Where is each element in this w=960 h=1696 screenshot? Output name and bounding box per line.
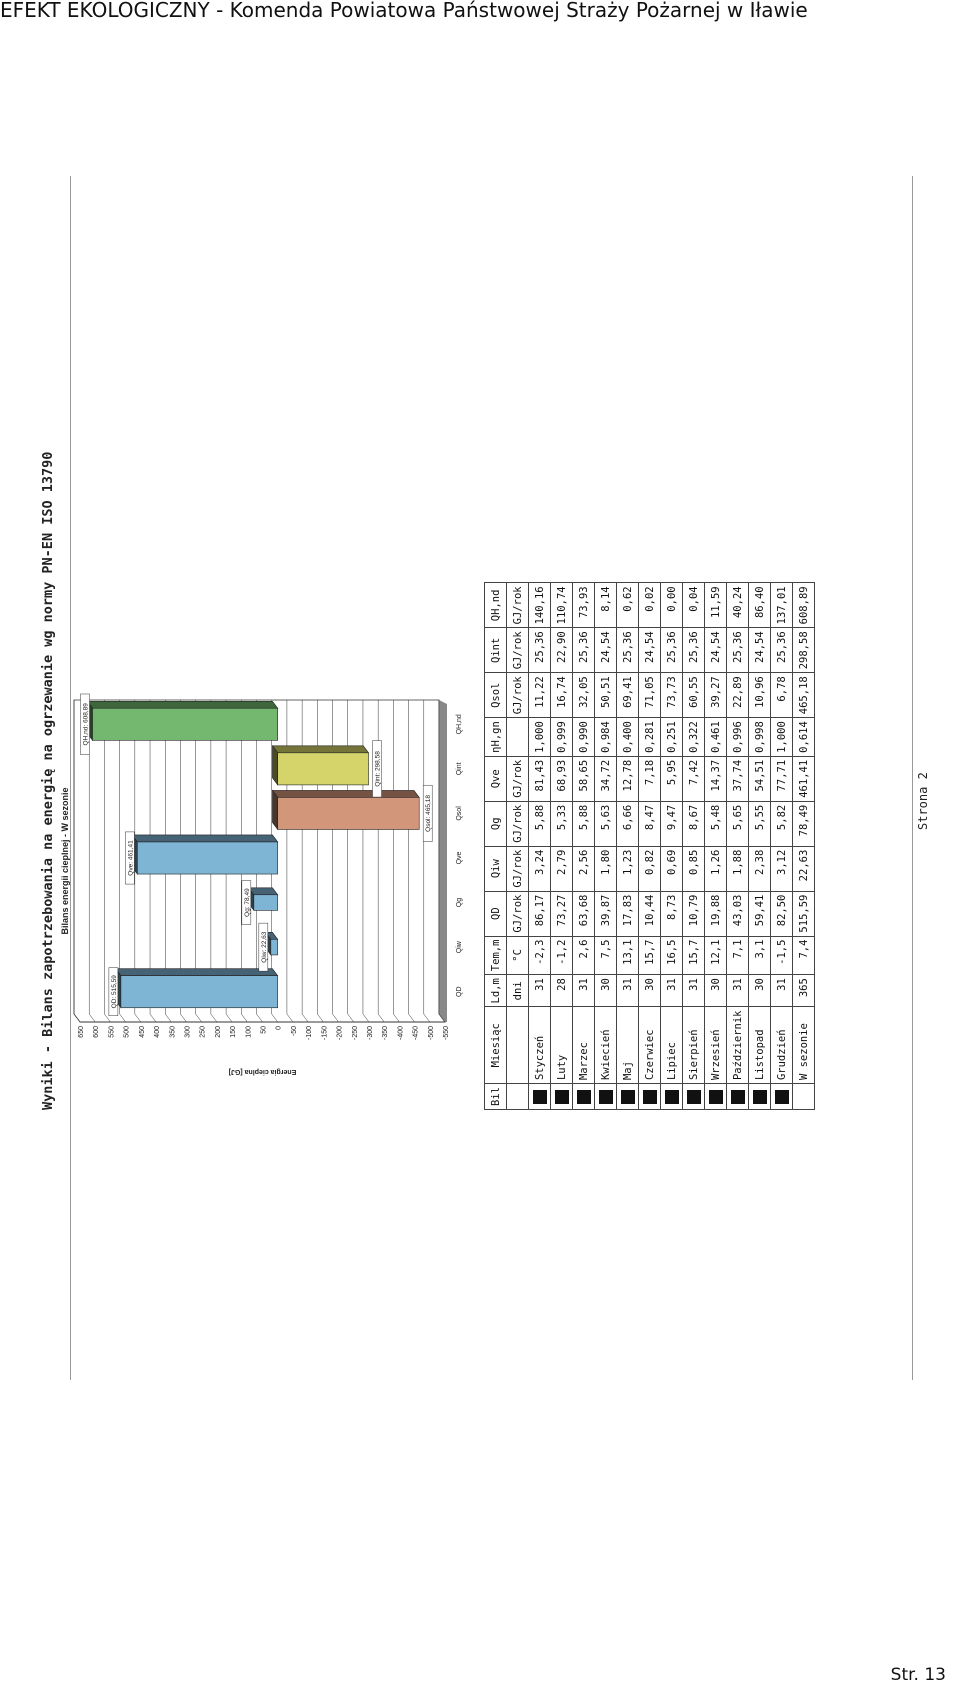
- table-row: [551, 583, 573, 1110]
- value-cell: 81,43: [529, 756, 551, 801]
- value-cell: 5,55: [749, 801, 771, 846]
- x-tick-label: QD: [456, 986, 463, 997]
- bar-side: [132, 835, 278, 842]
- y-tick-label: -500: [427, 1026, 435, 1041]
- energy-balance-chart: [50, 690, 480, 1110]
- value-cell: 39,27: [705, 673, 727, 718]
- y-tick-label: -450: [412, 1026, 420, 1041]
- value-cell: 0,02: [639, 583, 661, 628]
- value-cell: 8,73: [661, 891, 683, 936]
- value-cell: 24,54: [705, 628, 727, 673]
- month-cell: Kwiecień: [595, 1007, 617, 1084]
- value-cell: 140,16: [529, 583, 551, 628]
- value-cell: 0,85: [683, 846, 705, 891]
- y-tick-label: 500: [123, 1026, 131, 1038]
- column-header: ηH,gn: [485, 718, 507, 757]
- filled-square-icon: [577, 1090, 591, 1104]
- include-checkbox: [793, 1084, 815, 1110]
- filled-square-icon: [665, 1090, 679, 1104]
- table-header-row: [485, 583, 507, 1110]
- document-header: EFEKT EKOLOGICZNY - Komenda Powiatowa Państwowej Straży Pożarnej w Iławie: [0, 0, 808, 22]
- x-tick-label: Qiw: [456, 941, 463, 954]
- include-checkbox: [771, 1084, 793, 1110]
- bar-side: [272, 746, 368, 753]
- table-row: [639, 583, 661, 1110]
- value-cell: 0,281: [639, 718, 661, 757]
- value-cell: 1,80: [595, 846, 617, 891]
- value-cell: 7,4: [793, 936, 815, 975]
- bar-side: [272, 790, 419, 797]
- value-cell: -2,3: [529, 936, 551, 975]
- value-cell: 5,33: [551, 801, 573, 846]
- value-cell: 31: [771, 975, 793, 1007]
- y-tick-label: 100: [245, 1026, 253, 1038]
- value-cell: 16,74: [551, 673, 573, 718]
- y-tick-label: 0: [275, 1026, 283, 1030]
- page-label: Strona 2: [916, 772, 930, 830]
- value-cell: 5,63: [595, 801, 617, 846]
- data-label: Qiw: 22,63: [260, 931, 268, 963]
- filled-square-icon: [555, 1090, 569, 1104]
- value-cell: 43,03: [727, 891, 749, 936]
- value-cell: 58,65: [573, 756, 595, 801]
- column-header: Miesiąc: [485, 1007, 507, 1084]
- value-cell: 28: [551, 975, 573, 1007]
- value-cell: 0,251: [661, 718, 683, 757]
- table-row: [595, 583, 617, 1110]
- unit-header: GJ/rok: [507, 673, 529, 718]
- value-cell: 12,78: [617, 756, 639, 801]
- value-cell: 50,51: [595, 673, 617, 718]
- value-cell: 22,90: [551, 628, 573, 673]
- month-cell: Lipiec: [661, 1007, 683, 1084]
- unit-header: [507, 1007, 529, 1084]
- bar-top: [272, 790, 277, 829]
- report-title: Wyniki - Bilans zapotrzebowania na energię na ogrzewanie wg normy PN-EN ISO 13790: [40, 451, 56, 1110]
- value-cell: 32,05: [573, 673, 595, 718]
- filled-square-icon: [533, 1090, 547, 1104]
- y-tick-label: -100: [306, 1026, 314, 1041]
- value-cell: 63,68: [573, 891, 595, 936]
- value-cell: 5,48: [705, 801, 727, 846]
- y-axis-label: Energia cieplna [GJ]: [228, 1068, 297, 1075]
- unit-header: GJ/rok: [507, 756, 529, 801]
- chart-title: Bilans energii cieplnej - W sezonie: [60, 787, 70, 935]
- month-cell: Styczeń: [529, 1007, 551, 1084]
- month-cell: Listopad: [749, 1007, 771, 1084]
- y-tick-label: -550: [443, 1026, 450, 1041]
- include-checkbox: [749, 1084, 771, 1110]
- value-cell: 2,79: [551, 846, 573, 891]
- month-cell: Sierpień: [683, 1007, 705, 1084]
- value-cell: 31: [529, 975, 551, 1007]
- value-cell: 8,67: [683, 801, 705, 846]
- page-footer: Str. 13: [890, 1665, 946, 1685]
- value-cell: 11,22: [529, 673, 551, 718]
- column-header: Qiw: [485, 846, 507, 891]
- y-tick-label: -50: [290, 1026, 298, 1037]
- filled-square-icon: [709, 1090, 723, 1104]
- value-cell: 8,47: [639, 801, 661, 846]
- y-tick-label: -300: [366, 1026, 374, 1041]
- y-tick-label: -350: [382, 1026, 390, 1041]
- unit-header: GJ/rok: [507, 583, 529, 628]
- value-cell: 10,96: [749, 673, 771, 718]
- value-cell: 25,36: [771, 628, 793, 673]
- results-table: [484, 582, 815, 1110]
- value-cell: 22,89: [727, 673, 749, 718]
- table-row: [727, 583, 749, 1110]
- y-tick-label: 250: [199, 1026, 207, 1038]
- value-cell: 3,24: [529, 846, 551, 891]
- bar-qve: [137, 842, 277, 874]
- value-cell: 7,42: [683, 756, 705, 801]
- month-cell: Luty: [551, 1007, 573, 1084]
- value-cell: 7,5: [595, 936, 617, 975]
- value-cell: 86,17: [529, 891, 551, 936]
- table-row: [705, 583, 727, 1110]
- value-cell: 1,88: [727, 846, 749, 891]
- value-cell: 0,984: [595, 718, 617, 757]
- value-cell: 31: [573, 975, 595, 1007]
- value-cell: 39,87: [595, 891, 617, 936]
- value-cell: 7,1: [727, 936, 749, 975]
- value-cell: 11,59: [705, 583, 727, 628]
- value-cell: 22,63: [793, 846, 815, 891]
- x-tick-label: Qsol: [456, 806, 463, 821]
- filled-square-icon: [643, 1090, 657, 1104]
- value-cell: 10,44: [639, 891, 661, 936]
- include-checkbox: [661, 1084, 683, 1110]
- value-cell: 25,36: [573, 628, 595, 673]
- value-cell: 1,26: [705, 846, 727, 891]
- value-cell: 365: [793, 975, 815, 1007]
- value-cell: 298,58: [793, 628, 815, 673]
- month-cell: Październik: [727, 1007, 749, 1084]
- value-cell: 60,55: [683, 673, 705, 718]
- table-row: [529, 583, 551, 1110]
- value-cell: 6,78: [771, 673, 793, 718]
- include-checkbox: [573, 1084, 595, 1110]
- y-tick-label: -250: [351, 1026, 359, 1041]
- value-cell: 0,999: [551, 718, 573, 757]
- unit-header: GJ/rok: [507, 628, 529, 673]
- value-cell: 31: [683, 975, 705, 1007]
- value-cell: 30: [595, 975, 617, 1007]
- value-cell: 0,996: [727, 718, 749, 757]
- value-cell: 15,7: [683, 936, 705, 975]
- value-cell: 73,27: [551, 891, 573, 936]
- data-label: QD: 515,59: [110, 975, 118, 1009]
- value-cell: 0,614: [793, 718, 815, 757]
- y-tick-label: 600: [93, 1026, 101, 1038]
- value-cell: 17,83: [617, 891, 639, 936]
- value-cell: 25,36: [661, 628, 683, 673]
- value-cell: 0,400: [617, 718, 639, 757]
- filled-square-icon: [599, 1090, 613, 1104]
- value-cell: 40,24: [727, 583, 749, 628]
- month-cell: W sezonie: [793, 1007, 815, 1084]
- value-cell: 31: [661, 975, 683, 1007]
- value-cell: 73,93: [573, 583, 595, 628]
- value-cell: 5,88: [573, 801, 595, 846]
- bar-side: [116, 969, 278, 976]
- rotated-report: [40, 110, 930, 1110]
- value-cell: -1,5: [771, 936, 793, 975]
- value-cell: 0,990: [573, 718, 595, 757]
- unit-header: [507, 718, 529, 757]
- value-cell: 15,7: [639, 936, 661, 975]
- value-cell: 0,461: [705, 718, 727, 757]
- value-cell: 0,998: [749, 718, 771, 757]
- y-tick-label: -400: [397, 1026, 405, 1041]
- data-label: Qg: 78,49: [243, 888, 251, 917]
- value-cell: 5,95: [661, 756, 683, 801]
- include-checkbox: [529, 1084, 551, 1110]
- value-cell: 13,1: [617, 936, 639, 975]
- include-checkbox: [617, 1084, 639, 1110]
- y-tick-label: 150: [230, 1026, 238, 1038]
- bar-qiw: [271, 939, 278, 955]
- value-cell: 5,82: [771, 801, 793, 846]
- value-cell: 0,62: [617, 583, 639, 628]
- value-cell: 34,72: [595, 756, 617, 801]
- value-cell: -1,2: [551, 936, 573, 975]
- value-cell: 14,37: [705, 756, 727, 801]
- month-cell: Maj: [617, 1007, 639, 1084]
- column-header: Bil: [485, 1084, 507, 1110]
- value-cell: 78,49: [793, 801, 815, 846]
- value-cell: 2,6: [573, 936, 595, 975]
- column-header: Tem,m: [485, 936, 507, 975]
- filled-square-icon: [687, 1090, 701, 1104]
- value-cell: 31: [617, 975, 639, 1007]
- value-cell: 12,1: [705, 936, 727, 975]
- value-cell: 19,88: [705, 891, 727, 936]
- value-cell: 2,38: [749, 846, 771, 891]
- value-cell: 1,23: [617, 846, 639, 891]
- value-cell: 608,89: [793, 583, 815, 628]
- bar-qg: [254, 895, 278, 911]
- x-tick-label: QH,nd: [456, 714, 463, 735]
- column-header: Qg: [485, 801, 507, 846]
- x-tick-label: Qint: [456, 762, 463, 776]
- filled-square-icon: [621, 1090, 635, 1104]
- value-cell: 0,69: [661, 846, 683, 891]
- unit-header: dni: [507, 975, 529, 1007]
- table-units-row: [507, 583, 529, 1110]
- value-cell: 3,1: [749, 936, 771, 975]
- filled-square-icon: [753, 1090, 767, 1104]
- value-cell: 1,000: [529, 718, 551, 757]
- unit-header: GJ/rok: [507, 801, 529, 846]
- value-cell: 25,36: [617, 628, 639, 673]
- value-cell: 8,14: [595, 583, 617, 628]
- include-checkbox: [727, 1084, 749, 1110]
- table-row: [749, 583, 771, 1110]
- value-cell: 465,18: [793, 673, 815, 718]
- y-tick-label: 300: [184, 1026, 192, 1038]
- table-total-row: [793, 583, 815, 1110]
- bar-side: [87, 701, 277, 708]
- value-cell: 5,88: [529, 801, 551, 846]
- table-row: [661, 583, 683, 1110]
- value-cell: 6,66: [617, 801, 639, 846]
- bar-qhnd: [93, 708, 278, 740]
- unit-header: °C: [507, 936, 529, 975]
- value-cell: 3,12: [771, 846, 793, 891]
- chart-floor: [439, 700, 447, 1022]
- filled-square-icon: [731, 1090, 745, 1104]
- value-cell: 0,322: [683, 718, 705, 757]
- include-checkbox: [551, 1084, 573, 1110]
- data-label: Qsol: 465,18: [425, 794, 433, 832]
- table-row: [573, 583, 595, 1110]
- month-cell: Wrzesień: [705, 1007, 727, 1084]
- value-cell: 37,74: [727, 756, 749, 801]
- include-checkbox: [683, 1084, 705, 1110]
- bar-top: [272, 746, 277, 785]
- column-header: QD: [485, 891, 507, 936]
- value-cell: 0,00: [661, 583, 683, 628]
- data-label: QH,nd: 608,89: [82, 703, 90, 746]
- y-tick-label: 650: [78, 1026, 85, 1038]
- bar-qd: [121, 976, 278, 1008]
- value-cell: 1,000: [771, 718, 793, 757]
- value-cell: 86,40: [749, 583, 771, 628]
- page-rule-right: [912, 176, 913, 1380]
- value-cell: 25,36: [683, 628, 705, 673]
- y-tick-label: -200: [336, 1026, 344, 1041]
- value-cell: 69,41: [617, 673, 639, 718]
- month-cell: Czerwiec: [639, 1007, 661, 1084]
- include-checkbox: [639, 1084, 661, 1110]
- value-cell: 0,82: [639, 846, 661, 891]
- value-cell: 30: [749, 975, 771, 1007]
- value-cell: 30: [639, 975, 661, 1007]
- value-cell: 24,54: [639, 628, 661, 673]
- table-row: [771, 583, 793, 1110]
- value-cell: 110,74: [551, 583, 573, 628]
- filled-square-icon: [775, 1090, 789, 1104]
- value-cell: 82,50: [771, 891, 793, 936]
- value-cell: 71,05: [639, 673, 661, 718]
- value-cell: 73,73: [661, 673, 683, 718]
- bar-qsol: [278, 797, 419, 829]
- table-row: [617, 583, 639, 1110]
- value-cell: 54,51: [749, 756, 771, 801]
- value-cell: 30: [705, 975, 727, 1007]
- data-label: Qve: 461,41: [127, 840, 135, 876]
- x-tick-label: Qg: [456, 897, 463, 908]
- value-cell: 77,71: [771, 756, 793, 801]
- unit-header: GJ/rok: [507, 891, 529, 936]
- value-cell: 25,36: [727, 628, 749, 673]
- x-tick-label: Qve: [456, 851, 463, 865]
- table-row: [683, 583, 705, 1110]
- column-header: Qint: [485, 628, 507, 673]
- bar-qint: [278, 753, 369, 785]
- value-cell: 31: [727, 975, 749, 1007]
- column-header: Qve: [485, 756, 507, 801]
- value-cell: 9,47: [661, 801, 683, 846]
- y-tick-label: -150: [321, 1026, 329, 1041]
- value-cell: 24,54: [595, 628, 617, 673]
- value-cell: 10,79: [683, 891, 705, 936]
- value-cell: 2,56: [573, 846, 595, 891]
- y-tick-label: 200: [214, 1026, 222, 1038]
- y-tick-label: 550: [108, 1026, 116, 1038]
- include-checkbox: [705, 1084, 727, 1110]
- value-cell: 16,5: [661, 936, 683, 975]
- value-cell: 5,65: [727, 801, 749, 846]
- value-cell: 515,59: [793, 891, 815, 936]
- y-tick-label: 450: [138, 1026, 146, 1038]
- column-header: Ld,m: [485, 975, 507, 1007]
- value-cell: 25,36: [529, 628, 551, 673]
- value-cell: 7,18: [639, 756, 661, 801]
- unit-header: [507, 1084, 529, 1110]
- y-tick-label: 50: [260, 1026, 268, 1034]
- include-checkbox: [595, 1084, 617, 1110]
- value-cell: 0,04: [683, 583, 705, 628]
- data-label: Qint: 298,58: [374, 751, 382, 787]
- column-header: QH,nd: [485, 583, 507, 628]
- value-cell: 137,01: [771, 583, 793, 628]
- value-cell: 68,93: [551, 756, 573, 801]
- column-header: Qsol: [485, 673, 507, 718]
- unit-header: GJ/rok: [507, 846, 529, 891]
- y-tick-label: 350: [169, 1026, 177, 1038]
- value-cell: 59,41: [749, 891, 771, 936]
- month-cell: Marzec: [573, 1007, 595, 1084]
- month-cell: Grudzień: [771, 1007, 793, 1084]
- y-tick-label: 400: [154, 1026, 162, 1038]
- value-cell: 24,54: [749, 628, 771, 673]
- value-cell: 461,41: [793, 756, 815, 801]
